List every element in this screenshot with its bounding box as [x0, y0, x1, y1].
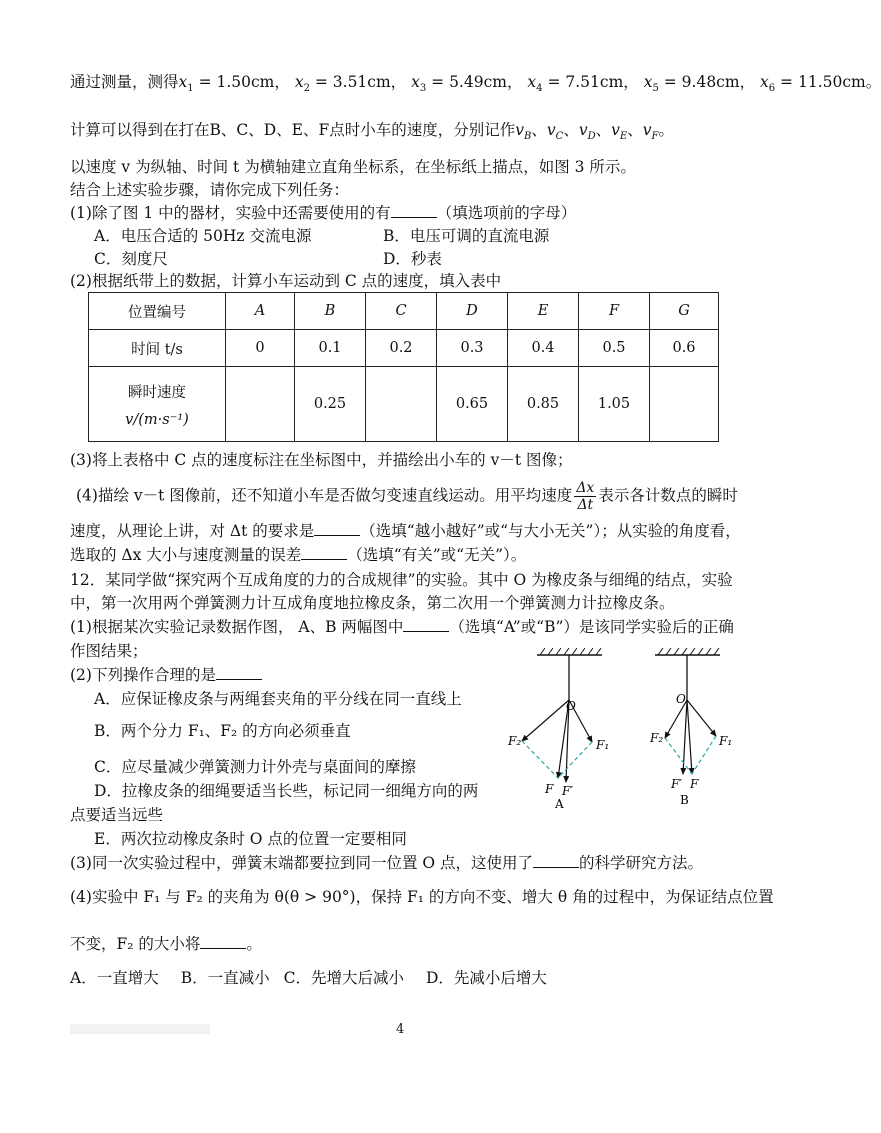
force-f2-arrow	[522, 700, 569, 741]
table-header-cell: 位置编号	[89, 293, 226, 330]
p12-q4-option-b: B．一直减小	[180, 969, 270, 987]
measurement-symbol: x	[760, 73, 769, 91]
fraction-numerator: Δx	[576, 480, 595, 496]
measurement-subscript: 5	[652, 83, 659, 95]
table-header-cell: B	[295, 293, 366, 330]
table-header-cell: F	[579, 293, 650, 330]
parallelogram-edge	[558, 742, 592, 778]
measurement-number: = 11.50cm	[775, 73, 866, 91]
measurement-symbol: x	[178, 73, 188, 91]
p12-q1-b: （选填“A”或“B”）是该同学实验后的正确	[449, 618, 734, 636]
table-cell: 1.05	[579, 367, 650, 442]
p12-intro-1: 12．某同学做“探究两个互成角度的力的合成规律”的实验。其中 O 为橡皮条与细绳的结点，实验	[70, 571, 733, 589]
table-cell: 0.4	[508, 330, 579, 367]
p12-q2-option-a: A．应保证橡皮条与两绳套夹角的平分线在同一直线上	[94, 690, 462, 708]
table-cell: 0.65	[437, 367, 508, 442]
force-f1-arrow	[687, 700, 716, 736]
measurement-symbol: x	[411, 73, 420, 91]
velocity-symbol: $v_C$	[546, 121, 564, 143]
table-header-cell: D	[437, 293, 508, 330]
parallelogram-edge	[692, 736, 716, 774]
label-f2: F₂	[650, 731, 664, 745]
force-f-arrow	[687, 700, 692, 774]
q4-line2-b: （选填“越小越好”或“与大小无关”）；从实验的角度看，	[360, 522, 741, 540]
measurement-subscript: 2	[303, 83, 310, 95]
p12-q1-a: (1)根据某次实验记录数据作图， A、B 两幅图中	[70, 618, 404, 636]
measurement-symbol: x	[643, 73, 653, 91]
label-fprime: F′	[562, 784, 574, 798]
p12-q2-option-d: D．拉橡皮条的细绳要适当长些，标记同一细绳方向的两	[94, 782, 479, 800]
p12-q1-c: 作图结果；	[70, 642, 148, 660]
page-number: 4	[396, 1022, 405, 1037]
caption-a: A	[555, 797, 564, 811]
p12-q4-option-a: A．一直增大	[70, 969, 159, 987]
label-f1: F₁	[596, 738, 610, 752]
measurement-prefix: 通过测量，测得	[70, 73, 179, 91]
ceiling-hatch	[658, 648, 719, 655]
table-cell: 0	[226, 330, 295, 367]
p12-q4-c: 。	[246, 935, 262, 953]
q4-line2-a: 速度，从理论上讲，对 Δt 的要求是	[70, 522, 315, 540]
table-cell: 0.3	[437, 330, 508, 367]
velocity-symbol: $v_D$	[578, 121, 596, 143]
label-f2: F₂	[508, 734, 522, 748]
p12-q2-option-b: B．两个分力 F₁、F₂ 的方向必须垂直	[94, 722, 351, 740]
figure-a	[507, 648, 609, 811]
velocity-symbol: $v_E$	[611, 121, 628, 143]
table-header-cell: A	[226, 293, 295, 330]
velocity-symbol: $v_F$	[642, 121, 659, 143]
measurement-number: = 1.50cm	[193, 73, 275, 91]
p12-intro-2: 中，第一次用两个弹簧测力计互成角度地拉橡皮条，第二次用一个弹簧测力计拉橡皮条。	[70, 594, 675, 612]
faint-watermark	[70, 1024, 210, 1034]
q1-option-d: D．秒表	[383, 250, 442, 268]
task-line: 结合上述实验步骤，请你完成下列任务：	[70, 181, 350, 199]
measurement-subscript: 3	[419, 83, 427, 95]
q4-text: (4)描绘 v－t 图像前，还不知道小车是否做匀变速直线运动。用平均速度	[76, 486, 573, 505]
p12-q2-option-e: E．两次拉动橡皮条时 O 点的位置一定要相同	[94, 830, 407, 848]
table-cell: 0.6	[650, 330, 719, 367]
label-o: O	[566, 699, 576, 713]
velocity-symbol: $v_B$	[515, 121, 532, 143]
q1-option-a: A．电压合适的 50Hz 交流电源	[94, 227, 312, 245]
p12-q2-option-c: C．应尽量减少弹簧测力计外壳与桌面间的摩擦	[94, 758, 416, 776]
q1-stem-text: (1)除了图 1 中的器材，实验中还需要使用的有	[70, 204, 391, 222]
measurement-values: $x_1 = 1.50cm$， $x_2 = 3.51cm$， $x_3 = 5.49cm$， $x_4 = 7.51cm$， $x_5 = 9.48cm$， $x_6 = 11.50cm$。	[178, 73, 881, 95]
q2-stem: (2)根据纸带上的数据，计算小车运动到 C 点的速度，填入表中	[70, 272, 502, 290]
p12-q4-line-1: (4)实验中 F₁ 与 F₂ 的夹角为 θ(θ > 90°)，保持 F₁ 的方向不变、增大 θ 角的过程中，为保证结点位置	[70, 888, 774, 906]
table-header-cell: C	[366, 293, 437, 330]
p12-q2-option-d-cont: 点要适当远些	[70, 806, 164, 824]
q1-option-c: C．刻度尺	[94, 250, 168, 268]
parallelogram-edge	[665, 738, 692, 774]
q4-line3-b: （选填“有关”或“无关”）。	[347, 546, 527, 564]
table-label-cell: 时间 t/s	[89, 330, 226, 367]
label-f: F	[690, 777, 699, 791]
calc-text: 计算可以得到在打在B、C、D、E、F点时小车的速度，分别记作	[70, 121, 516, 139]
q4-line3-a: 选取的 Δx 大小与速度测量的误差	[70, 546, 302, 564]
axis-line: 以速度 v 为纵轴、时间 t 为横轴建立直角坐标系，在坐标纸上描点，如图 3 所示。	[70, 158, 636, 176]
label-fprime: F′	[671, 777, 683, 791]
label-o: O	[676, 692, 686, 706]
table-header-cell: G	[650, 293, 719, 330]
q4-text-2: 表示各计数点的瞬时	[598, 486, 738, 505]
measurement-subscript: 4	[536, 83, 543, 95]
p12-q3-a: (3)同一次实验过程中，弹簧末端都要拉到同一位置 O 点，这使用了	[70, 854, 534, 872]
velocity-label-1: 瞬时速度	[128, 384, 186, 401]
measurement-symbol: x	[527, 73, 537, 91]
label-f: F	[545, 782, 554, 796]
fraction-denominator: Δt	[577, 497, 594, 513]
p12-q4-b: 不变，F₂ 的大小将	[70, 935, 201, 953]
p12-q3-b: 的科学研究方法。	[579, 854, 704, 872]
table-cell: 0.5	[579, 330, 650, 367]
measurement-subscript: 1	[187, 83, 194, 95]
q3-line: (3)将上表格中 C 点的速度标注在坐标图中，并描绘出小车的 v－t 图像；	[70, 451, 573, 469]
velocity-label-2: v/(m·s⁻¹)	[125, 411, 189, 428]
measurement-number: = 3.51cm	[309, 73, 391, 91]
ceiling-hatch	[540, 648, 601, 655]
measurement-subscript: 6	[768, 83, 776, 95]
q1-hint: （填选项前的字母）	[436, 204, 577, 222]
table-cell: 0.2	[366, 330, 437, 367]
table-cell: 0.1	[295, 330, 366, 367]
table-header-cell: E	[508, 293, 579, 330]
table-cell: 0.25	[295, 367, 366, 442]
measurement-number: = 9.48cm	[658, 73, 740, 91]
measurement-number: = 7.51cm	[542, 73, 624, 91]
p12-q4-option-d: D．先减小后增大	[425, 969, 547, 987]
caption-b: B	[680, 793, 689, 807]
measurement-number: = 5.49cm	[426, 73, 507, 91]
p12-q4-option-c: C．先增大后减小	[283, 969, 404, 987]
figure-b	[649, 648, 732, 807]
label-f1: F₁	[719, 734, 733, 748]
p12-q2-text: (2)下列操作合理的是	[70, 666, 216, 684]
table-cell: 0.85	[508, 367, 579, 442]
measurement-symbol: x	[294, 73, 304, 91]
q1-option-b: B．电压可调的直流电源	[383, 227, 550, 245]
parallelogram-edge	[522, 741, 558, 778]
velocity-symbols: $v_B$、$v_C$、$v_D$、$v_E$、$v_F$。	[515, 121, 674, 143]
